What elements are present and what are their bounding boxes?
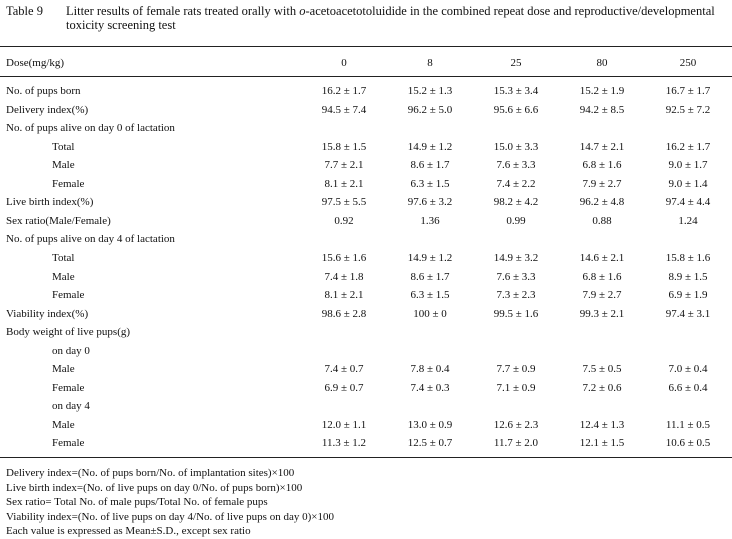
table-row <box>0 141 732 159</box>
row-label: Female <box>52 289 85 302</box>
table-cell: 15.2 ± 1.3 <box>407 85 453 97</box>
footnote-mean-sd: Each value is expressed as Mean±S.D., except sex ratio <box>6 525 251 537</box>
table-cell: 0.92 <box>334 214 354 227</box>
table-cell: 7.4 ± 2.2 <box>496 177 536 190</box>
table-cell: 98.6 ± 2.8 <box>321 307 367 320</box>
table-row <box>0 122 732 140</box>
table-row <box>0 308 732 326</box>
table-cell: 12.0 ± 1.1 <box>321 418 367 431</box>
table-cell: 12.5 ± 0.7 <box>407 437 453 450</box>
table-cell: 7.8 ± 0.4 <box>410 363 450 376</box>
row-label: Delivery index(%) <box>6 103 89 116</box>
footnote-delivery-index: Delivery index=(No. of pups born/No. of implantation sites)×100 <box>6 467 295 479</box>
dose-header-250: 250 <box>679 57 697 69</box>
table-cell: 100 ± 0 <box>413 307 447 320</box>
table-cell: 6.3 ± 1.5 <box>410 289 450 302</box>
table-cell: 96.2 ± 4.8 <box>579 196 625 209</box>
table-row <box>0 400 732 418</box>
dose-header-25: 25 <box>510 57 522 69</box>
table-row <box>0 159 732 177</box>
table-cell: 14.6 ± 2.1 <box>579 251 625 264</box>
row-label: on day 4 <box>52 400 90 413</box>
table-number: Table 9 <box>6 4 43 18</box>
table-cell: 15.3 ± 3.4 <box>493 85 539 97</box>
title-part-2: -acetoacetotoluidide in the combined repeat dose and reproductive/developmental toxicity screening test <box>66 4 715 32</box>
table-cell: 14.9 ± 1.2 <box>407 251 453 264</box>
table-cell: 8.1 ± 2.1 <box>324 289 364 302</box>
table-cell: 9.0 ± 1.7 <box>668 159 708 172</box>
table-cell: 12.6 ± 2.3 <box>493 418 539 431</box>
row-label: Male <box>52 159 75 172</box>
dose-header-label: Dose(mg/kg) <box>6 57 65 69</box>
footnote-live-birth-index: Live birth index=(No. of live pups on day 0/No. of pups born)×100 <box>6 481 303 494</box>
table-cell: 15.0 ± 3.3 <box>493 140 539 153</box>
table-cell: 7.4 ± 0.7 <box>324 363 364 376</box>
table-cell: 7.9 ± 2.7 <box>582 177 622 190</box>
table-cell: 92.5 ± 7.2 <box>665 103 711 116</box>
table-row <box>0 289 732 307</box>
table-cell: 16.2 ± 1.7 <box>665 140 711 153</box>
table-cell: 99.5 ± 1.6 <box>493 307 539 320</box>
table-cell: 99.3 ± 2.1 <box>579 307 625 320</box>
table-cell: 8.9 ± 1.5 <box>668 270 708 283</box>
table-row <box>0 85 732 103</box>
table-cell: 13.0 ± 0.9 <box>407 418 453 431</box>
table-cell: 1.24 <box>678 214 698 227</box>
row-label: Female <box>52 437 85 450</box>
header-row <box>0 57 732 75</box>
table-cell: 14.7 ± 2.1 <box>579 140 625 153</box>
table-cell: 11.3 ± 1.2 <box>321 437 367 450</box>
table-cell: 15.2 ± 1.9 <box>579 85 625 97</box>
table-cell: 10.6 ± 0.5 <box>665 437 711 450</box>
row-label: Male <box>52 363 75 376</box>
table-cell: 97.4 ± 3.1 <box>665 307 711 320</box>
footnote-viability-index: Viability index=(No. of live pups on day 4/No. of live pups on day 0)×100 <box>6 510 334 523</box>
row-label: No. of pups born <box>6 85 81 97</box>
table-cell: 94.5 ± 7.4 <box>321 103 367 116</box>
table-cell: 7.6 ± 3.3 <box>496 159 536 172</box>
row-label: No. of pups alive on day 4 of lactation <box>6 233 175 246</box>
table-cell: 7.0 ± 0.4 <box>668 363 708 376</box>
table-cell: 12.1 ± 1.5 <box>579 437 625 450</box>
table-cell: 11.1 ± 0.5 <box>665 418 711 431</box>
table-cell: 7.3 ± 2.3 <box>496 289 536 302</box>
table-cell: 16.7 ± 1.7 <box>665 85 711 97</box>
table-cell: 8.6 ± 1.7 <box>410 159 450 172</box>
footnotes <box>6 466 726 539</box>
top-rule <box>0 46 732 47</box>
table-cell: 94.2 ± 8.5 <box>579 103 625 116</box>
table-cell: 7.4 ± 0.3 <box>410 381 450 394</box>
table-cell: 0.88 <box>592 214 612 227</box>
row-label: Total <box>52 251 75 264</box>
table-row <box>0 419 732 437</box>
row-label: Male <box>52 418 75 431</box>
table-cell: 7.7 ± 0.9 <box>496 363 536 376</box>
table-row <box>0 345 732 363</box>
table-cell: 7.4 ± 1.8 <box>324 270 364 283</box>
table-cell: 95.6 ± 6.6 <box>493 103 539 116</box>
row-label: Male <box>52 270 75 283</box>
table-cell: 14.9 ± 3.2 <box>493 251 539 264</box>
table-row <box>0 233 732 251</box>
dose-header-8: 8 <box>427 57 433 69</box>
table-cell: 7.9 ± 2.7 <box>582 289 622 302</box>
table-cell: 7.2 ± 0.6 <box>582 381 622 394</box>
row-label: Total <box>52 140 75 153</box>
table-cell: 98.2 ± 4.2 <box>493 196 539 209</box>
table-cell: 0.99 <box>506 214 526 227</box>
table-cell: 7.5 ± 0.5 <box>582 363 622 376</box>
bottom-rule <box>0 457 732 458</box>
table-row <box>0 363 732 381</box>
header-rule <box>0 76 732 77</box>
table-cell: 7.6 ± 3.3 <box>496 270 536 283</box>
footnote-sex-ratio: Sex ratio= Total No. of male pups/Total No. of female pups <box>6 496 268 508</box>
table-title <box>66 4 726 32</box>
table-cell: 7.7 ± 2.1 <box>324 159 364 172</box>
table-row <box>0 215 732 233</box>
table-cell: 6.8 ± 1.6 <box>582 159 622 172</box>
table-row <box>0 271 732 289</box>
table-row <box>0 178 732 196</box>
table-cell: 14.9 ± 1.2 <box>407 140 453 153</box>
row-label: Female <box>52 381 85 394</box>
table-cell: 6.3 ± 1.5 <box>410 177 450 190</box>
table-cell: 6.6 ± 0.4 <box>668 381 708 394</box>
table-cell: 16.2 ± 1.7 <box>321 85 367 97</box>
row-label: Live birth index(%) <box>6 196 94 209</box>
table-cell: 7.1 ± 0.9 <box>496 381 536 394</box>
table-row <box>0 196 732 214</box>
table-cell: 96.2 ± 5.0 <box>407 103 453 116</box>
table-row <box>0 437 732 455</box>
table-cell: 15.8 ± 1.5 <box>321 140 367 153</box>
table-cell: 11.7 ± 2.0 <box>493 437 539 450</box>
table-row <box>0 326 732 344</box>
title-italic-o: o <box>299 4 306 18</box>
table-cell: 6.8 ± 1.6 <box>582 270 622 283</box>
dose-header-80: 80 <box>596 57 608 69</box>
row-label: Female <box>52 177 85 190</box>
row-label: Sex ratio(Male/Female) <box>6 214 111 227</box>
table-cell: 9.0 ± 1.4 <box>668 177 708 190</box>
title-part-1: Litter results of female rats treated orally with <box>66 4 300 18</box>
row-label: on day 0 <box>52 344 90 357</box>
table-cell: 97.5 ± 5.5 <box>321 196 367 209</box>
dose-header-0: 0 <box>341 57 347 69</box>
table-row <box>0 104 732 122</box>
table-row <box>0 382 732 400</box>
table-cell: 12.4 ± 1.3 <box>579 418 625 431</box>
row-label: Viability index(%) <box>6 307 89 320</box>
table-cell: 1.36 <box>420 214 440 227</box>
table-cell: 6.9 ± 1.9 <box>668 289 708 302</box>
table-cell: 15.8 ± 1.6 <box>665 251 711 264</box>
table-cell: 97.4 ± 4.4 <box>665 196 711 209</box>
row-label: No. of pups alive on day 0 of lactation <box>6 122 175 135</box>
table-cell: 15.6 ± 1.6 <box>321 251 367 264</box>
table-cell: 97.6 ± 3.2 <box>407 196 453 209</box>
table-cell: 6.9 ± 0.7 <box>324 381 364 394</box>
table-row <box>0 252 732 270</box>
table-cell: 8.1 ± 2.1 <box>324 177 364 190</box>
table-cell: 8.6 ± 1.7 <box>410 270 450 283</box>
row-label: Body weight of live pups(g) <box>6 326 131 339</box>
